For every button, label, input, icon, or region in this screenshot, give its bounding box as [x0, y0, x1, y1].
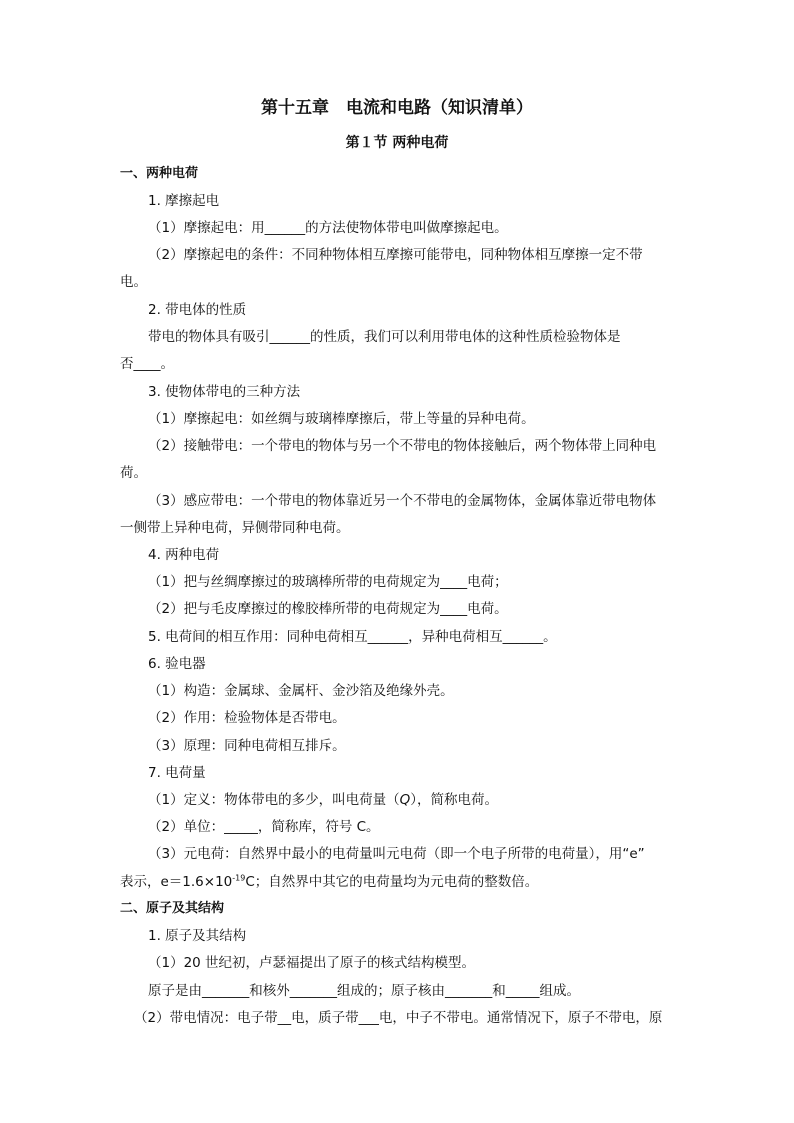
section-heading-charges: 一、两种电荷 — [120, 166, 199, 181]
paragraph-line: 带电的物体具有吸引______的性质，我们可以利用带电体的这种性质检验物体是 — [148, 329, 621, 345]
paragraph-line: （2）把与毛皮摩擦过的橡胶棒所带的电荷规定为____电荷。 — [148, 601, 508, 617]
paragraph-line: （2）单位：_____，简称库，符号 C。 — [148, 819, 380, 835]
paragraph-line: 一侧带上异种电荷，异侧带同种电荷。 — [120, 520, 350, 536]
paragraph-line: （1）把与丝绸摩擦过的玻璃棒所带的电荷规定为____电荷； — [148, 574, 508, 590]
paragraph-line — [120, 872, 538, 892]
paragraph-line: （3）感应带电：一个带电的物体靠近另一个不带电的金属物体，金属体靠近带电物体 — [148, 493, 657, 509]
exponent: -19 — [232, 873, 246, 883]
page-title: 第十五章 电流和电路（知识清单） — [261, 98, 533, 118]
paragraph-line: （2）作用：检验物体是否带电。 — [148, 710, 346, 726]
paragraph-line: （1）20 世纪初，卢瑟福提出了原子的核式结构模型。 — [148, 955, 476, 971]
item-title-interaction: 5. 电荷间的相互作用：同种电荷相互______，异种电荷相互______。 — [148, 629, 557, 645]
formula-text: 表示，e＝1.6×10 — [120, 874, 233, 890]
paragraph-line: （2）接触带电：一个带电的物体与另一个不带电的物体接触后，两个物体带上同种电 — [148, 438, 657, 454]
symbol-q: Q — [399, 792, 411, 808]
item-title-atom-structure: 1. 原子及其结构 — [148, 928, 247, 944]
paragraph-line: （2）带电情况：电子带__电，质子带___电，中子不带电。通常情况下，原子不带电，原 — [134, 1010, 663, 1026]
paragraph-line: （1）构造：金属球、金属杆、金沙箔及绝缘外壳。 — [148, 683, 454, 699]
section-heading-atom: 二、原子及其结构 — [120, 901, 225, 916]
paragraph-line: 否____。 — [120, 356, 174, 372]
item-title-properties: 2. 带电体的性质 — [148, 302, 247, 318]
paragraph-line: （2）摩擦起电的条件：不同种物体相互摩擦可能带电，同种物体相互摩擦一定不带 — [148, 247, 643, 263]
item-title-friction: 1. 摩擦起电 — [148, 193, 220, 209]
definition-text: （1）定义：物体带电的多少，叫电荷量（ — [148, 792, 400, 808]
paragraph-line — [148, 790, 498, 810]
formula-text: C；自然界中其它的电荷量均为元电荷的整数倍。 — [245, 874, 539, 890]
item-title-two-charges: 4. 两种电荷 — [148, 547, 220, 563]
paragraph-line: 电。 — [120, 274, 147, 290]
section-subtitle: 第１节 两种电荷 — [345, 135, 449, 151]
paragraph-line: 原子是由_______和核外_______组成的；原子核由_______和_____组成。 — [148, 983, 580, 999]
paragraph-line: （3）原理：同种电荷相互排斥。 — [148, 738, 346, 754]
paragraph-line: （3）元电荷：自然界中最小的电荷量叫元电荷（即一个电子所带的电荷量），用“e” — [148, 846, 645, 862]
definition-text: ），简称电荷。 — [410, 792, 498, 808]
item-title-electroscope: 6. 验电器 — [148, 656, 206, 672]
paragraph-line: （1）摩擦起电：用______的方法使物体带电叫做摩擦起电。 — [148, 220, 508, 236]
paragraph-line: （1）摩擦起电：如丝绸与玻璃棒摩擦后，带上等量的异种电荷。 — [148, 411, 535, 427]
paragraph-line: 荷。 — [120, 465, 147, 481]
item-title-charge-quantity: 7. 电荷量 — [148, 765, 206, 781]
item-title-methods: 3. 使物体带电的三种方法 — [148, 384, 301, 400]
